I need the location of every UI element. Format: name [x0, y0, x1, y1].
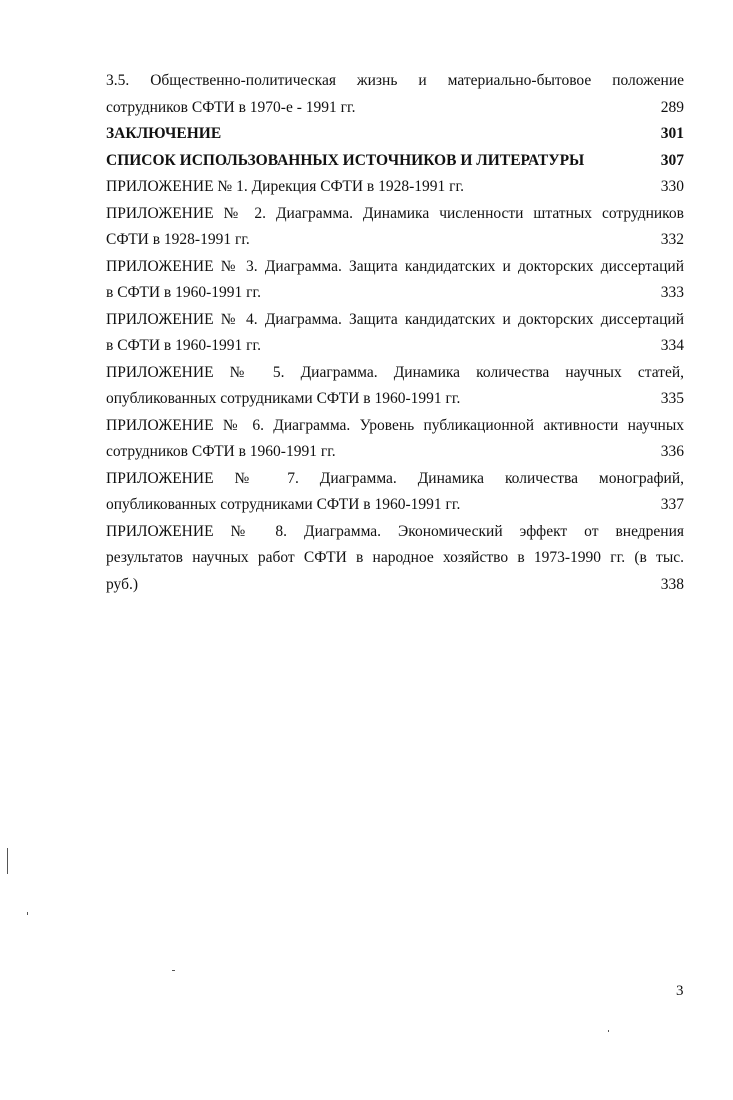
toc-entry-line: ПРИЛОЖЕНИЕ № 6. Диаграмма. Уровень публикационной активности научных [106, 416, 684, 434]
toc-entry-line: ПРИЛОЖЕНИЕ № 4. Диаграмма. Защита кандидатских и докторских диссертаций [106, 310, 684, 328]
toc-entry [106, 201, 684, 254]
page-number: 3 [676, 983, 684, 999]
toc-entry-last-line [106, 386, 684, 413]
toc-entry-title: опубликованных сотрудниками СФТИ в 1960-1991 гг. [106, 390, 461, 407]
toc-entry-page: 301 [660, 125, 684, 142]
scan-speck [27, 912, 28, 915]
toc-entry-page: 333 [660, 284, 684, 301]
toc-entry-line: ПРИЛОЖЕНИЕ № 7. Диаграмма. Динамика количества монографий, [106, 469, 684, 487]
toc-entry-title: сотрудников СФТИ в 1960-1991 гг. [106, 443, 336, 460]
table-of-contents [106, 68, 684, 598]
toc-entry [106, 360, 684, 413]
toc-entry-line: ПРИЛОЖЕНИЕ № 5. Диаграмма. Динамика количества научных статей, [106, 363, 684, 381]
toc-entry-line: ПРИЛОЖЕНИЕ № 2. Диаграмма. Динамика численности штатных сотрудников [106, 204, 684, 222]
toc-entry-page: 334 [660, 337, 684, 354]
toc-entry-page: 307 [660, 151, 684, 169]
toc-entry-last-line [106, 572, 684, 599]
scan-speck [608, 1030, 609, 1032]
toc-entry-title: СПИСОК ИСПОЛЬЗОВАННЫХ ИСТОЧНИКОВ И ЛИТЕРАТУРЫ [106, 151, 585, 169]
toc-entry-title: опубликованных сотрудниками СФТИ в 1960-1991 гг. [106, 496, 461, 513]
toc-entry-title: в СФТИ в 1960-1991 гг. [106, 337, 261, 354]
toc-entry-line: ПРИЛОЖЕНИЕ № 3. Диаграмма. Защита кандидатских и докторских диссертаций [106, 257, 684, 275]
toc-entry-title: ПРИЛОЖЕНИЕ № 1. Дирекция СФТИ в 1928-1991 гг. [106, 178, 465, 195]
toc-entry-page: 330 [660, 178, 684, 195]
toc-entry-line: результатов научных работ СФТИ в народное хозяйство в 1973-1990 гг. (в тыс. [106, 549, 684, 566]
scan-speck [7, 848, 8, 874]
toc-entry-last-line [106, 121, 684, 148]
toc-entry-title: СФТИ в 1928-1991 гг. [106, 231, 250, 248]
toc-entry-last-line [106, 174, 684, 201]
toc-entry [106, 121, 684, 148]
toc-entry-line: ПРИЛОЖЕНИЕ № 8. Диаграмма. Экономический эффект от внедрения [106, 522, 684, 540]
toc-entry-last-line [106, 333, 684, 360]
toc-entry-last-line [106, 227, 684, 254]
toc-entry-page: 335 [660, 390, 684, 407]
toc-entry-title: в СФТИ в 1960-1991 гг. [106, 284, 261, 301]
toc-entry-last-line [106, 492, 684, 519]
toc-entry [106, 413, 684, 466]
toc-entry-title: руб.) [106, 575, 139, 593]
toc-entry-last-line [106, 148, 684, 175]
toc-entry-last-line [106, 439, 684, 466]
toc-entry-last-line [106, 95, 684, 122]
toc-entry-title: ЗАКЛЮЧЕНИЕ [106, 125, 222, 142]
toc-entry [106, 307, 684, 360]
toc-entry [106, 68, 684, 121]
toc-entry-page: 337 [660, 496, 684, 513]
toc-entry [106, 466, 684, 519]
toc-entry [106, 254, 684, 307]
toc-entry [106, 519, 684, 599]
toc-entry-last-line [106, 280, 684, 307]
toc-entry [106, 174, 684, 201]
toc-entry-page: 289 [660, 98, 684, 116]
toc-entry-page: 338 [660, 575, 684, 593]
toc-entry [106, 148, 684, 175]
scan-speck [172, 970, 175, 971]
toc-entry-line: 3.5. Общественно-политическая жизнь и материально-бытовое положение [106, 72, 684, 89]
toc-entry-page: 332 [660, 231, 684, 248]
toc-entry-title: сотрудников СФТИ в 1970-е - 1991 гг. [106, 98, 356, 116]
toc-entry-page: 336 [660, 443, 684, 460]
